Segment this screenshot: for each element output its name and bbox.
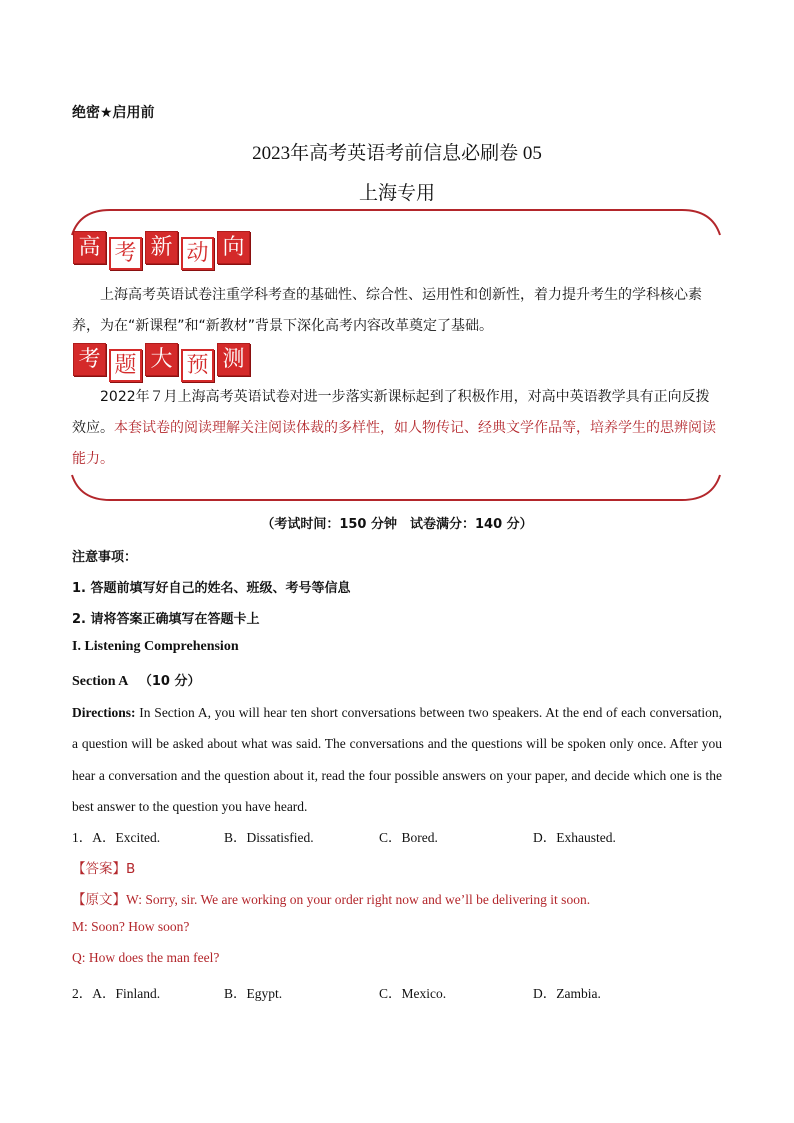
gaokao-trend-tag xyxy=(73,231,250,270)
tag-char: 题 xyxy=(109,349,142,382)
section-name: Section A xyxy=(72,674,129,689)
option-c: C．Mexico. xyxy=(379,986,447,1001)
intro-paragraph: 上海高考英语试卷注重学科考查的基础性、综合性、运用性和创新性，着力提升考生的学科核心素养，为在“新课程”和“新教材”背景下深化高考内容改革奠定了基础。 xyxy=(72,287,702,334)
option-d: D．Exhausted. xyxy=(533,830,616,845)
tag-char: 新 xyxy=(145,231,178,264)
transcript-line-1 xyxy=(72,888,590,908)
tag-char: 预 xyxy=(181,349,214,382)
page-title: 2023年高考英语考前信息必刷卷 05 xyxy=(252,143,542,164)
section-heading xyxy=(72,670,201,690)
tag-char: 动 xyxy=(181,237,214,270)
directions-label: Directions: xyxy=(72,705,136,720)
forecast-text: 2022年７月上海高考英语试卷对进一步落实新课标起到了积极作用，对高中英语教学具有正向反拨效应。 xyxy=(72,389,710,436)
exam-forecast-tag xyxy=(73,343,250,382)
tag-char: 测 xyxy=(217,343,250,376)
forecast-paragraph xyxy=(72,382,722,475)
option-d: D．Zambia. xyxy=(533,986,601,1001)
transcript-line-2: M: Soon? How soon? xyxy=(72,919,190,934)
transcript-label: 【原文】 xyxy=(72,892,126,908)
transcript-question: Q: How does the man feel? xyxy=(72,950,220,965)
part-heading: I. Listening Comprehension xyxy=(72,639,239,654)
tag-char: 考 xyxy=(109,237,142,270)
confidential-label: 绝密★启用前 xyxy=(72,105,155,121)
option-a: 1．A．Excited. xyxy=(72,830,161,845)
section-score: （10 分） xyxy=(138,674,201,689)
tag-char: 大 xyxy=(145,343,178,376)
directions xyxy=(72,697,722,822)
tag-char: 向 xyxy=(217,231,250,264)
answer-1: 【答案】B xyxy=(72,861,136,877)
forecast-highlight: 本套试卷的阅读理解关注阅读体裁的多样性，如人物传记、经典文学作品等，培养学生的思辨阅读能力。 xyxy=(72,420,716,467)
option-b: B．Egypt. xyxy=(224,986,283,1001)
notes-heading: 注意事项： xyxy=(72,550,138,565)
tag-char: 考 xyxy=(73,343,106,376)
option-a: 2．A．Finland. xyxy=(72,986,161,1001)
option-b: B．Dissatisfied. xyxy=(224,830,314,845)
directions-text: In Section A, you will hear ten short conversations between two speakers. At the end of each conversation, a question will be asked about what was said. The conversations and the questions will be spoken only once. After you hear a conversation and the question about it, read the four possible answers on your paper, and decide which one is the best answer to the question you have heard. xyxy=(72,705,722,814)
notes-item-1: 1. 答题前填写好自己的姓名、班级、考号等信息 xyxy=(72,581,351,596)
exam-time-info: （考试时间：150 分钟 试卷满分：140 分） xyxy=(261,517,533,532)
option-c: C．Bored. xyxy=(379,830,438,845)
transcript-text: W: Sorry, sir. We are working on your order right now and we’ll be delivering it soon. xyxy=(126,892,591,907)
tag-char: 高 xyxy=(73,231,106,264)
notes-item-2: 2. 请将答案正确填写在答题卡上 xyxy=(72,612,260,627)
page-subtitle: 上海专用 xyxy=(358,183,435,204)
